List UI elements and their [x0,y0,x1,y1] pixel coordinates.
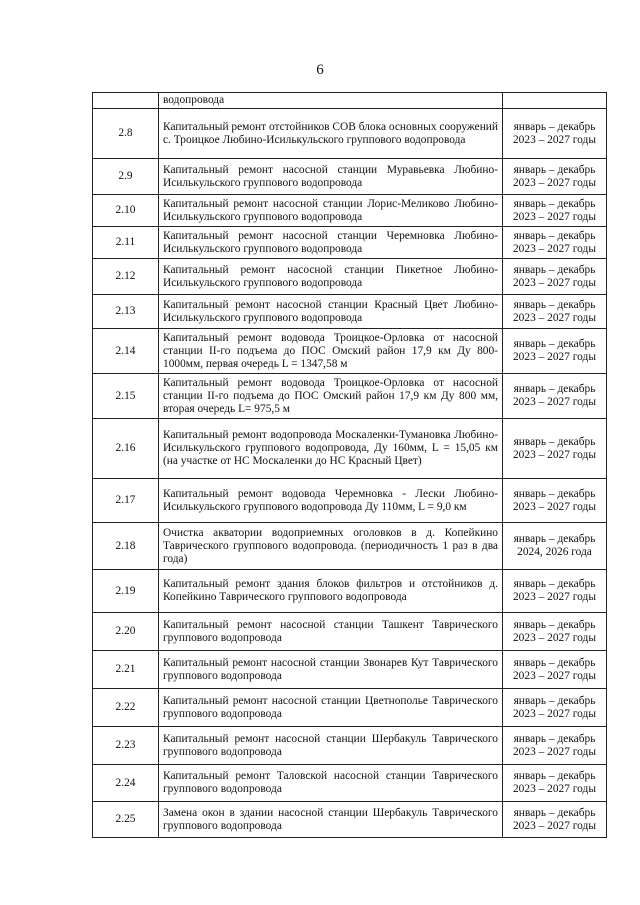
table-row [93,613,607,651]
row-period [503,765,607,802]
period-years: 2023 – 2027 годы [512,591,596,603]
period-years: 2023 – 2027 годы [512,745,596,758]
table-row [93,295,607,329]
row-number: 2.18 [93,523,159,570]
period-years: 2023 – 2027 годы [512,396,596,408]
period-months: январь – декабрь [513,298,596,311]
table-row [93,689,607,727]
row-period [503,227,607,259]
period-years: 2023 – 2027 годы [512,133,596,146]
row-description: Капитальный ремонт отстойников СОВ блока основных сооружений с. Троицкое Любино-Исилькульского группового водопровода [159,109,503,159]
row-description: Капитальный ремонт водовода Черемновка - Лески Любино-Исилькульского группового водопровода Ду 110мм, L = 9,0 км [159,479,503,523]
period-months: январь – декабрь [513,197,596,210]
row-number: 2.13 [93,295,159,329]
row-number: 2.10 [93,195,159,227]
table-row [93,93,607,109]
table-row [93,727,607,765]
period-months: январь – декабрь [513,383,596,395]
table-row [93,479,607,523]
period-months: январь – декабрь [513,578,596,590]
row-number: 2.21 [93,651,159,689]
row-period [503,195,607,227]
row-period [503,689,607,727]
period-years: 2024, 2026 года [517,546,592,558]
row-period [503,570,607,613]
row-description: Капитальный ремонт здания блоков фильтров и отстойников д. Копейкино Таврического группового водопровода [159,570,503,613]
table-row [93,374,607,419]
row-number [93,93,159,109]
table-row [93,227,607,259]
table-row [93,765,607,802]
row-description: Капитальный ремонт Таловской насосной станции Таврического группового водопровода [159,765,503,802]
row-period [503,727,607,765]
row-period [503,651,607,689]
row-description: Замена окон в здании насосной станции Шербакуль Таврического группового водопровода [159,802,503,838]
row-period [503,802,607,838]
row-period [503,259,607,295]
period-months: январь – декабрь [513,338,596,350]
period-months: январь – декабрь [513,656,596,669]
period-years: 2023 – 2027 годы [512,311,596,324]
row-description: Капитальный ремонт насосной станции Муравьевка Любино-Исилькульского группового водопровода [159,159,503,195]
row-number: 2.17 [93,479,159,523]
row-description: Очистка акватории водоприемных оголовков в д. Копейкино Таврического группового водопровода. (периодичность 1 раз в два года) [159,523,503,570]
period-years: 2023 – 2027 годы [512,210,596,223]
period-years: 2023 – 2027 годы [512,819,596,832]
period-years: 2023 – 2027 годы [512,448,596,461]
period-years: 2023 – 2027 годы [512,669,596,682]
row-number: 2.19 [93,570,159,613]
page-number: 6 [316,62,324,78]
period-months: январь – декабрь [513,120,596,133]
row-description: Капитальный ремонт насосной станции Цветнополье Таврического группового водопровода [159,689,503,727]
period-years: 2023 – 2027 годы [512,783,596,795]
row-description: Капитальный ремонт насосной станции Красный Цвет Любино-Исилькульского группового водопровода [159,295,503,329]
row-period [503,479,607,523]
table-row [93,259,607,295]
table-row [93,523,607,570]
table-row [93,159,607,195]
row-description: Капитальный ремонт насосной станции Пикетное Любино-Исилькульского группового водопровода [159,259,503,295]
row-period [503,523,607,570]
period-months: январь – декабрь [513,618,596,631]
period-months: январь – декабрь [513,806,596,819]
row-description: Капитальный ремонт насосной станции Ташкент Таврического группового водопровода [159,613,503,651]
period-months: январь – декабрь [513,487,596,500]
row-description: Капитальный ремонт водовода Троицкое-Орловка от насосной станции II-го подъема до ПОС Омский район 17,9 км Ду 800 мм, вторая очередь L= 975,5 м [159,374,503,419]
table-row [93,570,607,613]
table-row [93,195,607,227]
row-description: Капитальный ремонт насосной станции Шербакуль Таврического группового водопровода [159,727,503,765]
row-number: 2.9 [93,159,159,195]
row-description: водопровода [159,93,503,109]
table-row [93,651,607,689]
row-period [503,159,607,195]
period-years: 2023 – 2027 годы [512,242,596,255]
row-number: 2.14 [93,329,159,374]
row-number: 2.22 [93,689,159,727]
row-number: 2.15 [93,374,159,419]
row-description: Капитальный ремонт водопровода Москаленки-Тумановка Любино-Исилькульского группового водопровода, Ду 160мм, L = 15,05 км (на участке от НС Москаленки до НС Красный Цвет) [159,419,503,479]
row-number: 2.23 [93,727,159,765]
row-description: Капитальный ремонт насосной станции Черемновка Любино-Исилькульского группового водопровода [159,227,503,259]
period-months: январь – декабрь [513,732,596,745]
row-period [503,613,607,651]
table-row [93,329,607,374]
period-months: январь – декабрь [513,694,596,707]
row-number: 2.20 [93,613,159,651]
row-number: 2.24 [93,765,159,802]
period-months: январь – декабрь [513,163,596,176]
period-months: январь – декабрь [513,263,596,276]
period-months: январь – декабрь [513,770,596,782]
row-period [503,295,607,329]
row-description: Капитальный ремонт насосной станции Звонарев Кут Таврического группового водопровода [159,651,503,689]
work-plan-table [92,92,607,838]
period-years: 2023 – 2027 годы [512,276,596,289]
period-years: 2023 – 2027 годы [512,176,596,189]
row-period [503,419,607,479]
period-months: январь – декабрь [513,435,596,448]
table-row [93,419,607,479]
row-period [503,329,607,374]
row-period [503,374,607,419]
row-number: 2.16 [93,419,159,479]
row-description: Капитальный ремонт водовода Троицкое-Орловка от насосной станции II-го подъема до ПОС Омский район 17,9 км Ду 800-1000мм, первая очередь L = 1347,58 м [159,329,503,374]
period-months: январь – декабрь [513,533,596,545]
table-row [93,802,607,838]
row-number: 2.25 [93,802,159,838]
period-years: 2023 – 2027 годы [512,631,596,644]
period-years: 2023 – 2027 годы [512,707,596,720]
period-months: январь – декабрь [513,229,596,242]
row-number: 2.11 [93,227,159,259]
period-years: 2023 – 2027 годы [512,500,596,513]
row-period [503,93,607,109]
row-number: 2.8 [93,109,159,159]
row-description: Капитальный ремонт насосной станции Лорис-Меликово Любино-Исилькульского группового водопровода [159,195,503,227]
row-number: 2.12 [93,259,159,295]
row-period [503,109,607,159]
period-years: 2023 – 2027 годы [512,351,596,363]
table-row [93,109,607,159]
